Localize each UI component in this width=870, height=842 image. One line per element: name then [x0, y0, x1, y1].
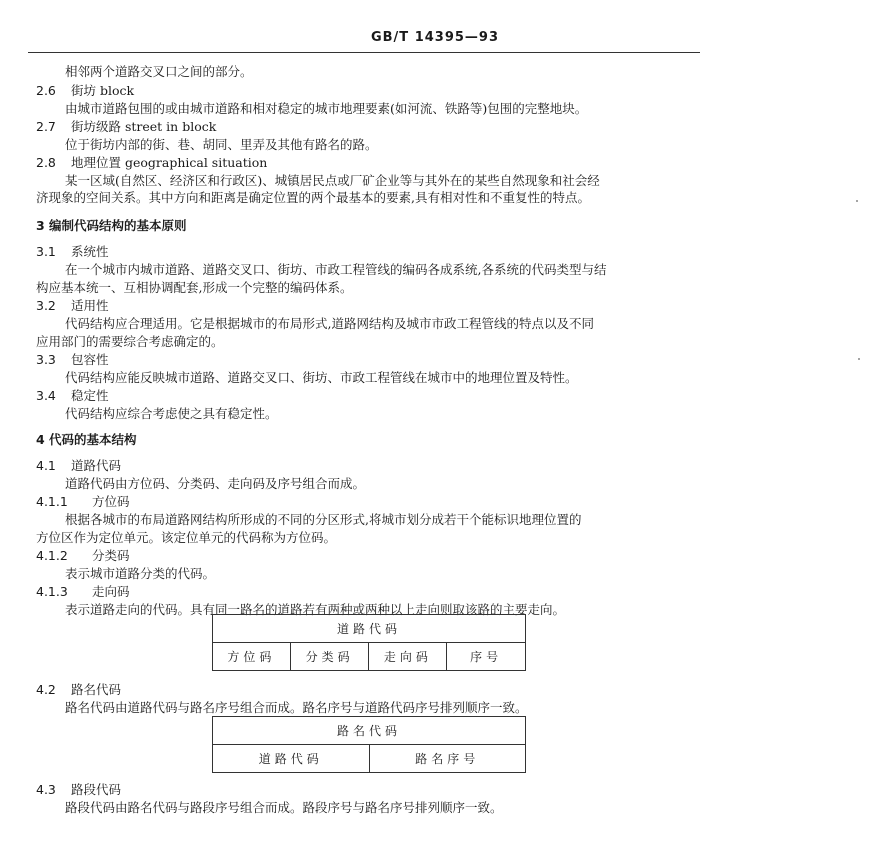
clause-number: 3.4	[36, 388, 56, 403]
road-name-code-header-cell: 路名代码	[213, 717, 526, 745]
text-line: 相邻两个道路交叉口之间的部分。	[65, 64, 253, 79]
scan-speck	[858, 358, 860, 360]
clause-title: 路段代码	[71, 782, 122, 797]
text-line: 代码结构应综合考虑使之具有稳定性。	[65, 406, 278, 421]
text-line: 路段代码由路名代码与路段序号组合而成。路段序号与路名序号排列顺序一致。	[65, 800, 503, 815]
code-component-cell: 道路代码	[213, 745, 370, 773]
text-line: 方位区作为定位单元。该定位单元的代码称为方位码。	[36, 530, 337, 545]
code-component-cell: 路名序号	[369, 745, 526, 773]
text-line: 构应基本统一、互相协调配套,形成一个完整的编码体系。	[36, 280, 353, 295]
page-header-standard-number: GB/T 14395—93	[370, 30, 500, 45]
clause-number: 2.6	[36, 83, 56, 98]
clause-number: 4.1.3	[36, 584, 68, 599]
clause-title: 包容性	[71, 352, 109, 367]
text-line: 路名代码由道路代码与路名序号组合而成。路名序号与道路代码序号排列顺序一致。	[65, 700, 528, 715]
text-line: 表示城市道路分类的代码。	[65, 566, 216, 581]
section-heading: 4 代码的基本结构	[36, 432, 137, 447]
road-code-structure-table	[212, 614, 526, 671]
clause-number: 3.1	[36, 244, 56, 259]
code-component-cell: 序号	[447, 643, 526, 671]
text-line: 道路代码由方位码、分类码、走向码及序号组合而成。	[65, 476, 366, 491]
clause-title: 系统性	[71, 244, 109, 259]
clause-number: 4.1.2	[36, 548, 68, 563]
text-line: 在一个城市内城市道路、道路交叉口、街坊、市政工程管线的编码各成系统,各系统的代码类型与结	[65, 262, 607, 277]
code-component-cell: 走向码	[369, 643, 447, 671]
clause-title: 道路代码	[71, 458, 122, 473]
text-line: 应用部门的需要综合考虑确定的。	[36, 334, 224, 349]
clause-number: 3.2	[36, 298, 56, 313]
section-heading: 3 编制代码结构的基本原则	[36, 218, 187, 233]
text-line: 表示道路走向的代码。具有同一路名的道路若有两种或两种以上走向则取该路的主要走向。	[65, 602, 566, 617]
text-line: 代码结构应合理适用。它是根据城市的布局形式,道路网结构及城市市政工程管线的特点以及不同	[65, 316, 594, 331]
clause-title: 方位码	[92, 494, 130, 509]
text-line: 某一区域(自然区、经济区和行政区)、城镇居民点或厂矿企业等与其外在的某些自然现象和社会经	[65, 173, 600, 188]
text-line: 由城市道路包围的或由城市道路和相对稳定的城市地理要素(如河流、铁路等)包围的完整地块。	[65, 101, 588, 116]
header-rule	[28, 52, 700, 53]
road-code-header-cell: 道路代码	[213, 615, 526, 643]
code-component-cell: 分类码	[290, 643, 369, 671]
text-line: 代码结构应能反映城市道路、道路交叉口、街坊、市政工程管线在城市中的地理位置及特性。	[65, 370, 578, 385]
clause-title: 稳定性	[71, 388, 109, 403]
clause-title: 街坊 block	[71, 83, 135, 98]
text-line: 济现象的空间关系。其中方向和距离是确定位置的两个最基本的要素,具有相对性和不重复性的特点。	[36, 190, 590, 205]
clause-title: 分类码	[92, 548, 130, 563]
code-component-cell: 方位码	[213, 643, 291, 671]
clause-title: 街坊级路 street in block	[71, 119, 217, 134]
clause-number: 4.2	[36, 682, 56, 697]
clause-number: 4.1	[36, 458, 56, 473]
text-line: 根据各城市的布局道路网结构所形成的不同的分区形式,将城市划分成若干个能标识地理位置的	[65, 512, 582, 527]
clause-title: 适用性	[71, 298, 109, 313]
scan-speck	[856, 200, 858, 202]
text-line: 位于街坊内部的街、巷、胡同、里弄及其他有路名的路。	[65, 137, 378, 152]
clause-title: 走向码	[92, 584, 130, 599]
clause-number: 4.1.1	[36, 494, 68, 509]
clause-number: 4.3	[36, 782, 56, 797]
clause-title: 路名代码	[71, 682, 122, 697]
clause-title: 地理位置 geographical situation	[71, 155, 268, 170]
clause-number: 3.3	[36, 352, 56, 367]
road-name-code-structure-table	[212, 716, 526, 773]
clause-number: 2.7	[36, 119, 56, 134]
clause-number: 2.8	[36, 155, 56, 170]
